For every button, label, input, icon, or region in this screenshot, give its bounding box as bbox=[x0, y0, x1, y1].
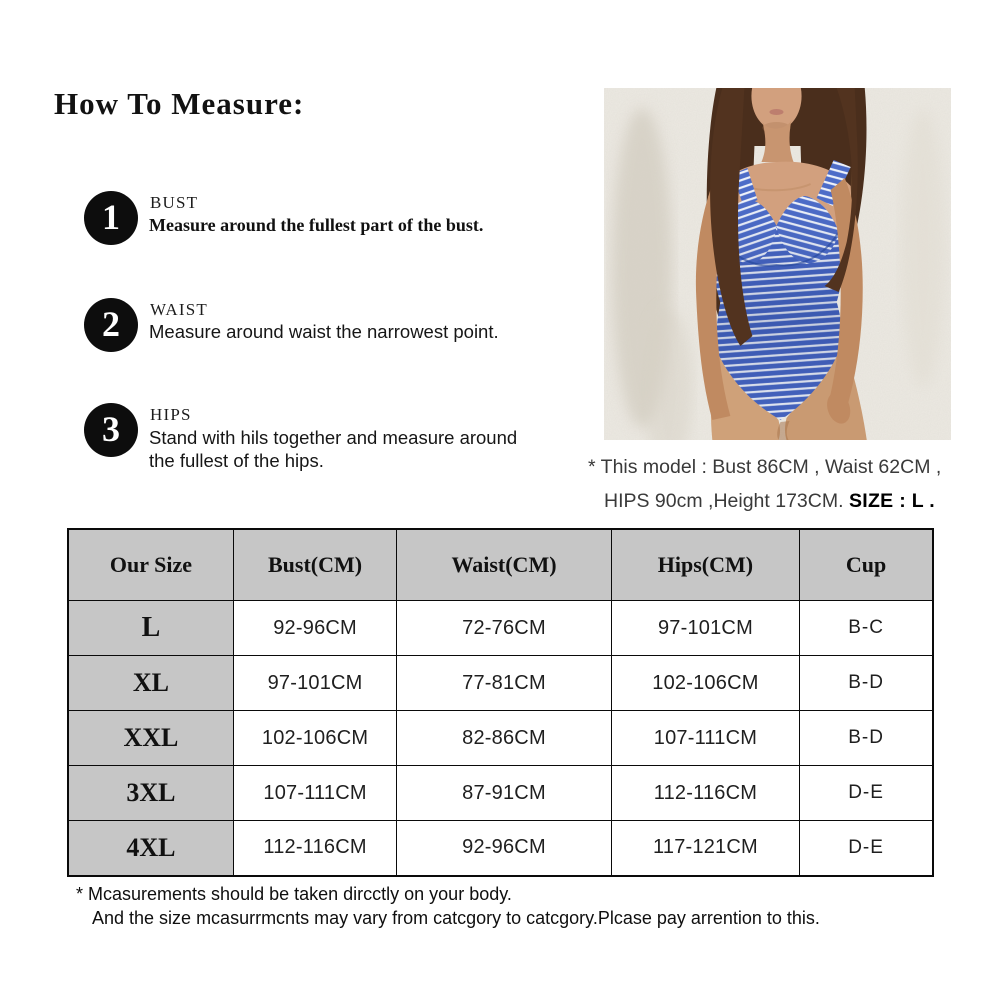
step-3-badge bbox=[84, 403, 138, 457]
cup-cell: B-C bbox=[800, 601, 933, 656]
waist-cell: 92-96CM bbox=[397, 821, 611, 876]
step-3-description: Stand with hils together and measure around the fullest of the hips. bbox=[149, 427, 518, 471]
model-info-line2 bbox=[604, 490, 935, 513]
hips-cell: 107-111CM bbox=[611, 711, 799, 766]
hips-cell: 102-106CM bbox=[611, 656, 799, 711]
bust-cell: 102-106CM bbox=[233, 711, 396, 766]
waist-cell: 82-86CM bbox=[397, 711, 611, 766]
model-info-line1: * This model : Bust 86CM , Waist 62CM , bbox=[588, 456, 942, 478]
step-1-label: BUST bbox=[150, 193, 199, 212]
bust-cell: 92-96CM bbox=[233, 601, 396, 656]
table-row bbox=[68, 821, 933, 876]
size-table-header-row bbox=[68, 529, 933, 601]
model-size-badge: SIZE : L . bbox=[848, 490, 936, 512]
cup-cell: D-E bbox=[800, 821, 933, 876]
size-table bbox=[67, 528, 934, 877]
wall-shadow-right bbox=[901, 108, 945, 388]
bust-cell: 107-111CM bbox=[233, 766, 396, 821]
header-hips: Hips(CM) bbox=[611, 529, 799, 601]
table-row bbox=[68, 711, 933, 766]
table-row bbox=[68, 766, 933, 821]
size-cell: 3XL bbox=[68, 766, 233, 821]
step-2-number: 2 bbox=[102, 304, 120, 344]
size-cell: XXL bbox=[68, 711, 233, 766]
hips-cell: 112-116CM bbox=[611, 766, 799, 821]
step-2-badge bbox=[84, 298, 138, 352]
hips-cell: 117-121CM bbox=[611, 821, 799, 876]
step-1-number: 1 bbox=[102, 197, 120, 237]
cup-cell: B-D bbox=[800, 711, 933, 766]
step-2-description: Measure around waist the narrowest point. bbox=[149, 321, 499, 342]
page-title: How To Measure: bbox=[54, 86, 305, 121]
size-cell: L bbox=[68, 601, 233, 656]
waist-cell: 72-76CM bbox=[397, 601, 611, 656]
bust-cell: 112-116CM bbox=[233, 821, 396, 876]
bust-cell: 97-101CM bbox=[233, 656, 396, 711]
step-1-description: Measure around the fullest part of the bust. bbox=[149, 215, 484, 235]
model-photo-art bbox=[604, 88, 951, 440]
size-cell: 4XL bbox=[68, 821, 233, 876]
step-3-number: 3 bbox=[102, 409, 120, 449]
model-figure bbox=[696, 88, 867, 440]
header-cup: Cup bbox=[800, 529, 933, 601]
waist-cell: 77-81CM bbox=[397, 656, 611, 711]
header-bust: Bust(CM) bbox=[233, 529, 396, 601]
waist-cell: 87-91CM bbox=[397, 766, 611, 821]
model-lips bbox=[769, 109, 783, 115]
footnote-line1: * Mcasurements should be taken dircctly on your body. bbox=[76, 884, 512, 904]
step-3-label: HIPS bbox=[150, 405, 192, 424]
step-2-label: WAIST bbox=[150, 300, 208, 319]
footnote-line2: And the size mcasurrmcnts may vary from catcgory to catcgory.Plcase pay arrention to this. bbox=[92, 908, 820, 928]
model-photo bbox=[604, 88, 951, 440]
cup-cell: D-E bbox=[800, 766, 933, 821]
table-row bbox=[68, 656, 933, 711]
size-cell: XL bbox=[68, 656, 233, 711]
model-info-line2-text: HIPS 90cm ,Height 173CM. bbox=[604, 490, 849, 512]
header-waist: Waist(CM) bbox=[397, 529, 611, 601]
cup-cell: B-D bbox=[800, 656, 933, 711]
hips-cell: 97-101CM bbox=[611, 601, 799, 656]
header-our-size: Our Size bbox=[68, 529, 233, 601]
step-1-badge bbox=[84, 191, 138, 245]
table-row bbox=[68, 601, 933, 656]
